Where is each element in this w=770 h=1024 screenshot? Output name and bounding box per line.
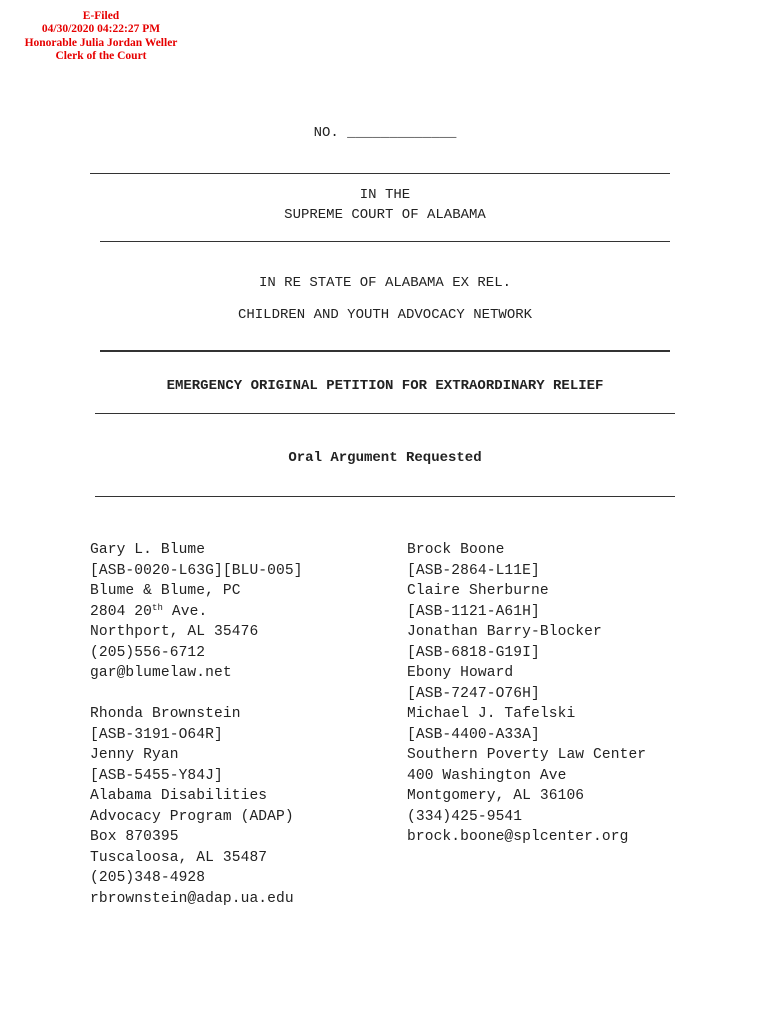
efile-clerk-name: Honorable Julia Jordan Weller (24, 36, 178, 49)
efile-stamp (0, 10, 202, 64)
caption-rule-5 (95, 496, 675, 497)
bar-number: [ASB-4400-A33A] (407, 726, 540, 743)
organization-line-1: Alabama Disabilities (90, 788, 268, 804)
bar-number: [ASB-0020-L63G][BLU-005] (90, 562, 303, 579)
counsel-name: Gary L. Blume (90, 542, 206, 558)
city-state-zip: Montgomery, AL 36106 (407, 788, 585, 804)
court-line-2: SUPREME COURT OF ALABAMA (284, 207, 486, 223)
counsel-name: Jenny Ryan (90, 747, 179, 763)
counsel-name: Ebony Howard (407, 665, 514, 681)
bar-number: [ASB-2864-L11E] (407, 562, 540, 579)
email: rbrownstein@adap.ua.edu (90, 890, 294, 907)
counsel-name: Claire Sherburne (407, 583, 549, 599)
caption-rule-4 (95, 413, 675, 414)
email: brock.boone@splcenter.org (407, 829, 629, 845)
city-state-zip: Tuscaloosa, AL 35487 (90, 849, 268, 866)
caption-rule-2 (100, 241, 670, 242)
party-line-2: CHILDREN AND YOUTH ADVOCACY NETWORK (237, 307, 533, 323)
organization: Southern Poverty Law Center (407, 747, 647, 763)
efile-timestamp: 04/30/2020 04:22:27 PM (41, 23, 161, 36)
petition-title: EMERGENCY ORIGINAL PETITION FOR EXTRAORDINARY RELIEF (166, 378, 604, 394)
phone: (205)556-6712 (90, 644, 206, 661)
phone: (334)425-9541 (407, 808, 523, 825)
bar-number: [ASB-6818-G19I] (407, 644, 540, 661)
counsel-name: Rhonda Brownstein (90, 706, 241, 722)
organization-line-2: Advocacy Program (ADAP) (90, 808, 294, 825)
counsel-name: Michael J. Tafelski (407, 706, 576, 722)
street-address: 400 Washington Ave (407, 767, 567, 784)
counsel-name: Jonathan Barry-Blocker (407, 624, 602, 640)
counsel-left-column (90, 540, 303, 909)
bar-number: [ASB-7247-O76H] (407, 685, 540, 702)
spacer (90, 684, 303, 705)
counsel-right-column (407, 540, 646, 848)
address-number: 2804 20 (90, 603, 153, 620)
law-firm: Blume & Blume, PC (90, 583, 241, 599)
bar-number: [ASB-1121-A61H] (407, 603, 540, 620)
address-ordinal: th (152, 602, 164, 613)
counsel-name: Brock Boone (407, 542, 505, 558)
address-street: Ave. (163, 603, 208, 620)
phone: (205)348-4928 (90, 870, 206, 886)
efile-clerk-title: Clerk of the Court (55, 50, 147, 63)
court-line-1: IN THE (359, 187, 411, 203)
caption-rule-3 (100, 350, 670, 352)
city-state-zip: Northport, AL 35476 (90, 624, 259, 640)
party-line-1: IN RE STATE OF ALABAMA EX REL. (258, 275, 512, 291)
email: gar@blumelaw.net (90, 665, 232, 681)
efile-label: E-Filed (82, 10, 120, 22)
street-address (90, 602, 303, 623)
bar-number: [ASB-3191-O64R] (90, 726, 223, 743)
oral-argument-notice: Oral Argument Requested (288, 450, 482, 466)
po-box: Box 870395 (90, 829, 179, 845)
caption-rule-1 (90, 173, 670, 174)
bar-number: [ASB-5455-Y84J] (90, 767, 223, 784)
case-number: NO. _____________ (313, 125, 457, 141)
